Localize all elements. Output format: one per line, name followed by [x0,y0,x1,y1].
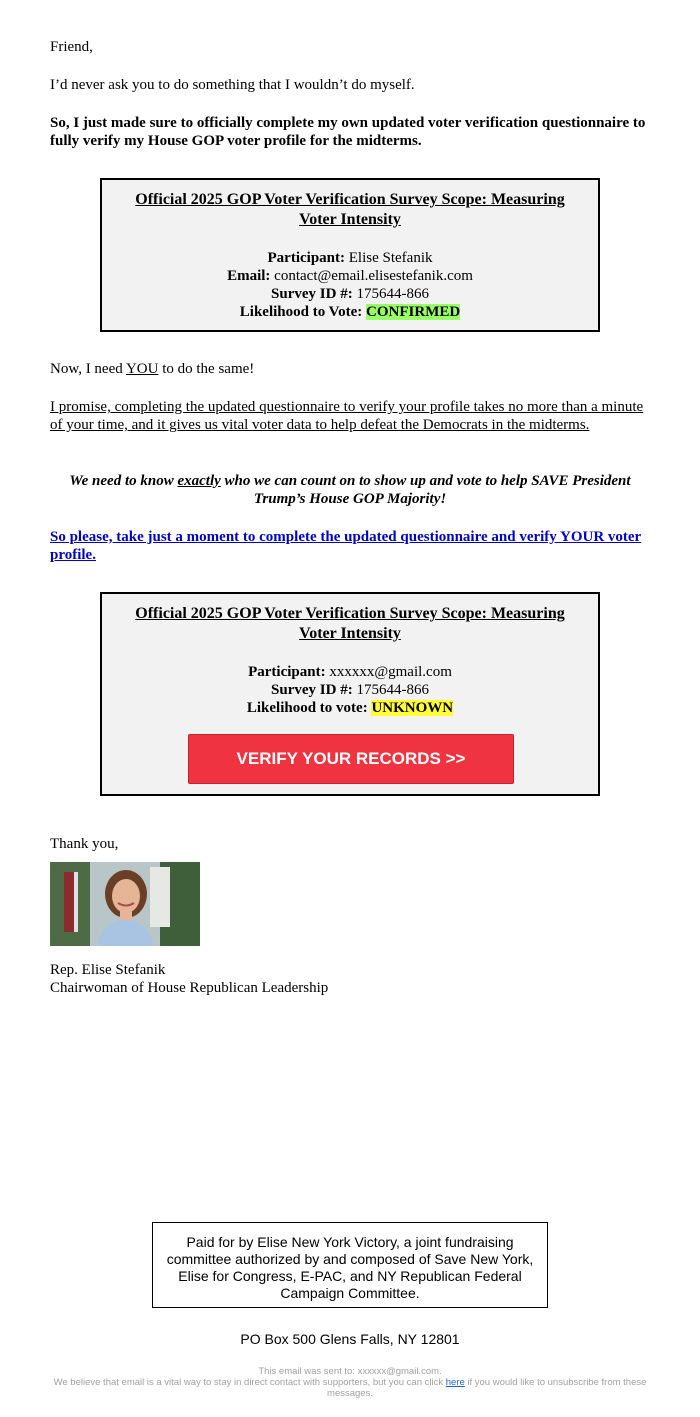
cta-link[interactable]: So please, take just a moment to complete the updated questionnaire and verify YOUR voter profile. [50,529,642,563]
likelihood-label: Likelihood to Vote: [239,304,363,320]
unsubscribe-prefix: We believe that email is a vital way to stay in direct contact with supporters, but you can click [53,1377,446,1388]
email-value: contact@email.elisestefanik.com [274,268,473,284]
need-text [50,472,650,508]
survey-id-label: Survey ID #: [271,682,353,698]
email-label: Email: [227,268,271,284]
closing-text: Thank you, [50,836,119,852]
sent-to-text: This email was sent to: xxxxxx@gmail.com. [258,1366,442,1377]
likelihood-unknown-badge: UNKNOWN [371,700,454,716]
unsubscribe-link[interactable]: here [445,1377,465,1388]
unsubscribe-text [50,1377,650,1399]
survey-box-title: Official 2025 GOP Voter Verification Survey Scope: Measuring Voter Intensity [135,191,565,228]
participant-line [102,663,598,681]
now-prefix: Now, I need [50,361,126,377]
verify-records-button[interactable]: VERIFY YOUR RECORDS >> [188,734,514,784]
statement-text: So, I just made sure to officially complete my own updated voter verification questionnaire to fully verify my House GOP voter profile for the midterms. [50,115,646,149]
likelihood-confirmed-badge: CONFIRMED [366,304,461,320]
need-prefix: We need to know [69,473,178,489]
participant-line [102,249,598,267]
survey-id-value: 175644-866 [356,286,429,302]
intro-text: I’d never ask you to do something that I wouldn’t do myself. [50,77,415,93]
likelihood-label: Likelihood to vote: [246,700,368,716]
survey-id-label: Survey ID #: [271,286,353,302]
email-line [102,267,598,285]
now-suffix: to do the same! [158,361,255,377]
participant-value: Elise Stefanik [348,250,433,266]
survey-id-value: 175644-866 [356,682,429,698]
unsubscribe-suffix: if you would like to unsubscribe from these messages. [327,1377,647,1399]
greeting: Friend, [50,39,93,55]
now-you: YOU [125,361,159,377]
participant-label: Participant: [267,250,345,266]
survey-id-line [102,285,598,303]
survey-box-unknown [100,592,600,796]
need-suffix: who we can count on to show up and vote to help SAVE President Trump’s House GOP Majority! [220,473,631,507]
cta-paragraph [50,528,650,564]
paid-for-disclaimer [152,1222,548,1308]
survey-box-confirmed [100,178,600,332]
survey-box-title: Official 2025 GOP Voter Verification Survey Scope: Measuring Voter Intensity [135,605,565,642]
mailing-address: PO Box 500 Glens Falls, NY 12801 [240,1331,460,1347]
likelihood-line [102,303,598,321]
now-text [50,360,650,378]
need-exactly: exactly [177,473,221,489]
disclaimer-text: Paid for by Elise New York Victory, a joint fundraising committee authorized by and composed of Save New York, Elise for Congress, E-PAC, and NY Republican Federal Campaign Committee. [166,1234,534,1301]
signature-name: Rep. Elise Stefanik [50,962,166,978]
promise-text: I promise, completing the updated questionnaire to verify your profile takes no more than a minute of your time, and it gives us vital voter data to help defeat the Democrats in the midterms. [50,399,644,433]
likelihood-line [102,699,598,717]
signature-title: Chairwoman of House Republican Leadership [50,980,329,996]
survey-id-line [102,681,598,699]
signature-photo [50,862,200,946]
participant-value: xxxxxx@gmail.com [329,664,452,680]
participant-label: Participant: [248,664,326,680]
